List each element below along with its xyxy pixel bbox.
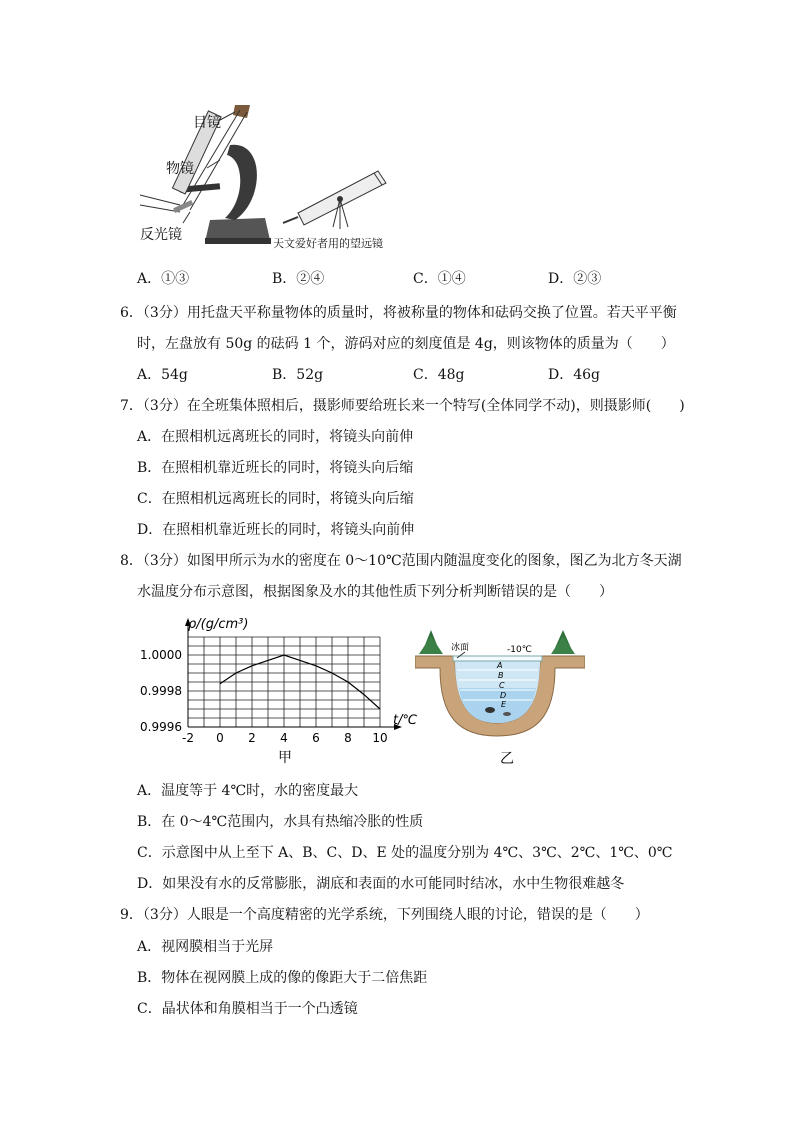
y-tick-label: 1.0000 <box>140 648 182 662</box>
chart-grid <box>188 637 380 727</box>
q6-option-c: C．48g <box>413 367 465 383</box>
chart-ylabel: ρ/(g/cm³) <box>188 617 249 632</box>
lake-layer-d: D <box>500 691 507 700</box>
q7-option-b: B．在照相机靠近班长的同时，将镜头向后缩 <box>137 460 414 476</box>
lake-layer-c: C <box>499 681 505 690</box>
q7-option-d: D．在照相机靠近班长的同时，将镜头向前伸 <box>137 522 415 538</box>
objective-label: 物镜 <box>166 161 194 177</box>
telescope-figure <box>278 165 390 235</box>
q8-stem-line2: 水温度分布示意图，根据图象及水的其他性质下列分析判断错误的是（ ） <box>137 584 613 600</box>
q5-option-b: B．②④ <box>272 271 325 287</box>
q6-stem-line2: 时，左盘放有 50g 的砝码 1 个，游码对应的刻度值是 4g，则该物体的质量为（ ） <box>137 336 675 352</box>
q8-option-d: D．如果没有水的反常膨胀，湖底和表面的水可能同时结冰，水中生物很难越冬 <box>137 876 625 892</box>
lake-layer-e: E <box>501 700 507 709</box>
x-tick-label: 0 <box>216 731 224 745</box>
density-chart <box>140 612 430 772</box>
chart-axes <box>185 618 402 730</box>
x-tick-label: 8 <box>344 731 352 745</box>
q6-option-a: A．54g <box>137 367 188 383</box>
q9-stem: 9．（3分）人眼是一个高度精密的光学系统，下列围绕人眼的讨论，错误的是（ ） <box>120 907 649 923</box>
q7-stem: 7．（3分）在全班集体照相后，摄影师要给班长来一个特写(全体同学不动)，则摄影师( ) <box>120 398 685 414</box>
q6-option-b: B．52g <box>272 367 324 383</box>
q8-option-b: B．在 0～4℃范围内，水具有热缩冷胀的性质 <box>137 814 424 830</box>
x-tick-label: 10 <box>372 731 388 745</box>
q6-stem-line1: 6．（3分）用托盘天平称量物体的质量时，将被称量的物体和砝码交换了位置。若天平平衡 <box>120 305 677 321</box>
mirror-label: 反光镜 <box>140 227 182 243</box>
lake-ice-label: 冰面 <box>451 643 470 653</box>
lake-temp-label: -10℃ <box>507 645 532 655</box>
x-tick-label: 4 <box>280 731 288 745</box>
q5-option-c: C．①④ <box>413 271 466 287</box>
q6-option-d: D．46g <box>548 367 601 383</box>
q7-option-a: A．在照相机远离班长的同时，将镜头向前伸 <box>137 429 414 445</box>
q5-option-a: A．①③ <box>137 271 190 287</box>
q9-option-b: B．物体在视网膜上成的像的像距大于二倍焦距 <box>137 970 428 986</box>
q8-option-a: A．温度等于 4℃时，水的密度最大 <box>137 783 359 799</box>
lake-layer-a: A <box>497 661 503 670</box>
chart-caption: 甲 <box>278 750 292 766</box>
chart-ticks <box>140 648 388 745</box>
lake-diagram <box>415 628 585 768</box>
q9-option-c: C．晶状体和角膜相当于一个凸透镜 <box>137 1001 358 1017</box>
q5-option-d: D．②③ <box>548 271 602 287</box>
q7-option-c: C．在照相机远离班长的同时，将镜头向后缩 <box>137 491 414 507</box>
x-tick-label: -2 <box>182 731 194 745</box>
q8-stem-line1: 8．（3分）如图甲所示为水的密度在 0～10℃范围内随温度变化的图象，图乙为北方冬天湖 <box>120 553 682 569</box>
y-tick-label: 0.9998 <box>140 684 182 698</box>
telescope-caption: 天文爱好者用的望远镜 <box>273 237 383 250</box>
lake-caption: 乙 <box>500 751 514 767</box>
q9-option-a: A．视网膜相当于光屏 <box>137 939 274 955</box>
chart-xlabel: t/℃ <box>393 713 418 728</box>
eyepiece-label: 目镜 <box>193 115 221 131</box>
x-tick-label: 6 <box>312 731 320 745</box>
x-tick-label: 2 <box>248 731 256 745</box>
q8-option-c: C．示意图中从上至下 A、B、C、D、E 处的温度分别为 4℃、3℃、2℃、1℃、0℃ <box>137 845 673 861</box>
y-tick-label: 0.9996 <box>140 720 182 734</box>
lake-layer-b: B <box>498 671 504 680</box>
